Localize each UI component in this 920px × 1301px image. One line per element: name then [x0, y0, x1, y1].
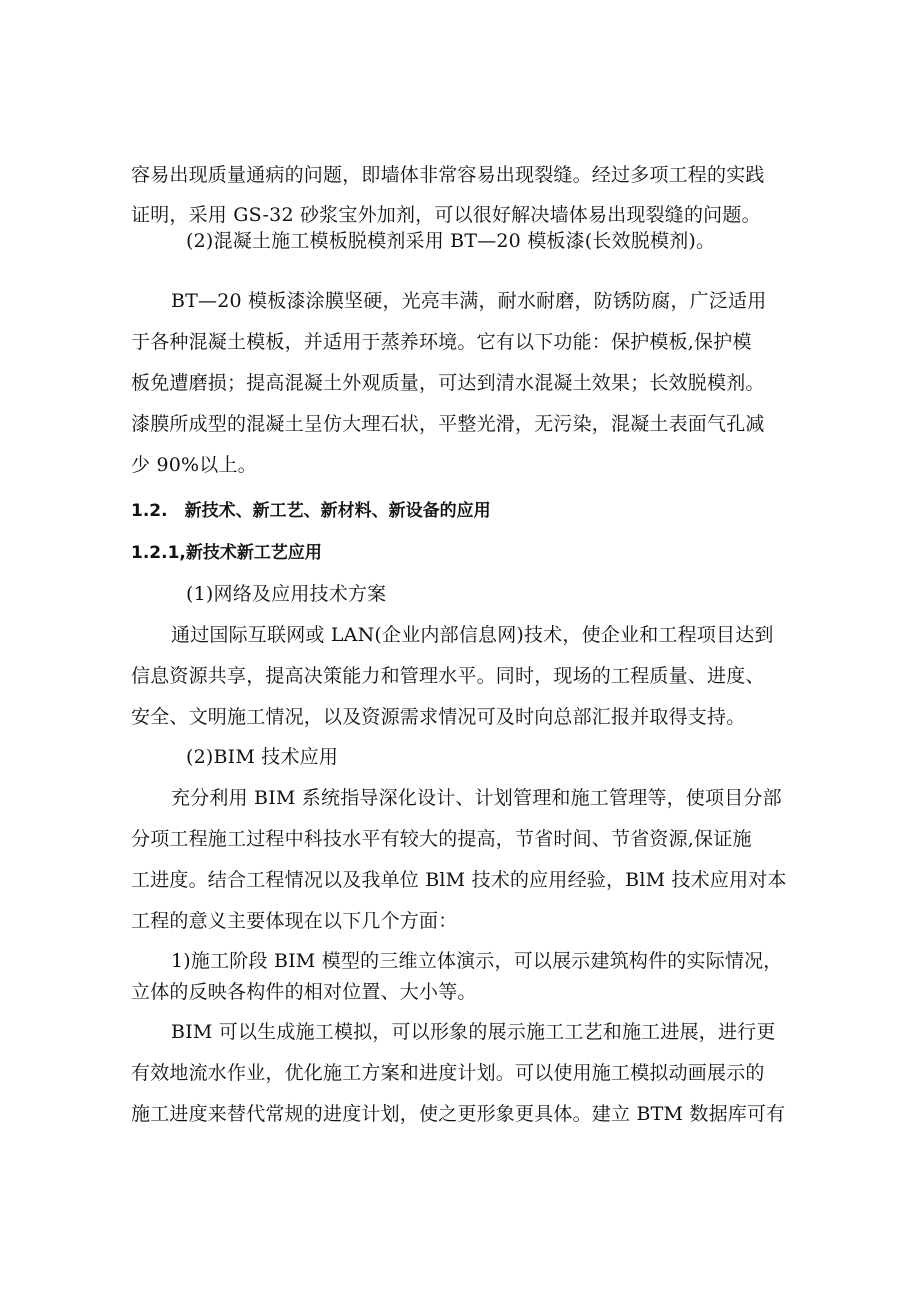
text-line: 工进度。结合工程情况以及我单位 BlM 技术的应用经验，BlM 技术应用对本	[131, 869, 787, 891]
text-line: 有效地流水作业，优化施工方案和进度计划。可以使用施工模拟动画展示的	[131, 1062, 765, 1084]
text-line: 充分利用 BIM 系统指导深化设计、计划管理和施工管理等，使项目分部	[171, 787, 782, 809]
text-line: 施工进度来替代常规的进度计划，使之更形象更具体。建立 BTM 数据库可有	[131, 1103, 786, 1125]
text-line: 证明，采用 GS-32 砂浆宝外加剂，可以很好解决墙体易出现裂缝的问题。	[131, 204, 761, 226]
text-line: 信息资源共享，提高决策能力和管理水平。同时，现场的工程质量、进度、	[131, 665, 765, 687]
text-line: 容易出现质量通病的问题，即墙体非常容易出现裂缝。经过多项工程的实践	[131, 164, 765, 186]
text-line: 漆膜所成型的混凝土呈仿大理石状，平整光滑，无污染，混凝土表面气孔减	[131, 413, 765, 435]
text-line: 板免遭磨损；提高混凝土外观质量，可达到清水混凝土效果；长效脱模剂。	[131, 372, 765, 394]
text-line: BIM 可以生成施工模拟，可以形象的展示施工工艺和施工进展，进行更	[171, 1021, 776, 1043]
paragraph-bim-simulation	[131, 1017, 801, 1140]
text-line: 1)施工阶段 BIM 模型的三维立体演示，可以展示建筑构件的实际情况，	[171, 950, 783, 972]
text-line: 于各种混凝土模板，并适用于蒸养环境。它有以下功能：保护模板,保护模	[131, 331, 752, 353]
paragraph-network	[131, 620, 801, 743]
paragraph-bim	[131, 783, 801, 947]
text-line: 少 90%以上。	[131, 454, 257, 476]
text-line: 立体的反映各构件的相对位置、大小等。	[131, 981, 477, 1003]
text-line: 工程的意义主要体现在以下几个方面：	[131, 910, 458, 932]
paragraph-bt20-paint	[131, 286, 801, 491]
section-heading-1-2: 1.2. 新技术、新工艺、新材料、新设备的应用	[131, 501, 491, 521]
item-2-heading: (2)混凝土施工模板脱模剂采用 BT—20 模板漆(长效脱模剂)。	[186, 230, 716, 252]
text-line: 安全、文明施工情况，以及资源需求情况可及时向总部汇报并取得支持。	[131, 706, 746, 728]
text-line: BT—20 模板漆涂膜坚硬，光亮丰满，耐水耐磨，防锈防腐，广泛适用	[171, 290, 767, 312]
text-line: 通过国际互联网或 LAN(企业内部信息网)技术，使企业和工程项目达到	[171, 624, 774, 646]
text-line: 分项工程施工过程中科技水平有较大的提高，节省时间、节省资源,保证施	[131, 828, 752, 850]
section-heading-1-2-1: 1.2.1,新技术新工艺应用	[131, 543, 322, 563]
paragraph-bim-3d	[131, 946, 801, 1008]
sub-heading-bim: (2)BIM 技术应用	[186, 746, 339, 768]
sub-heading-network: (1)网络及应用技术方案	[186, 583, 387, 605]
